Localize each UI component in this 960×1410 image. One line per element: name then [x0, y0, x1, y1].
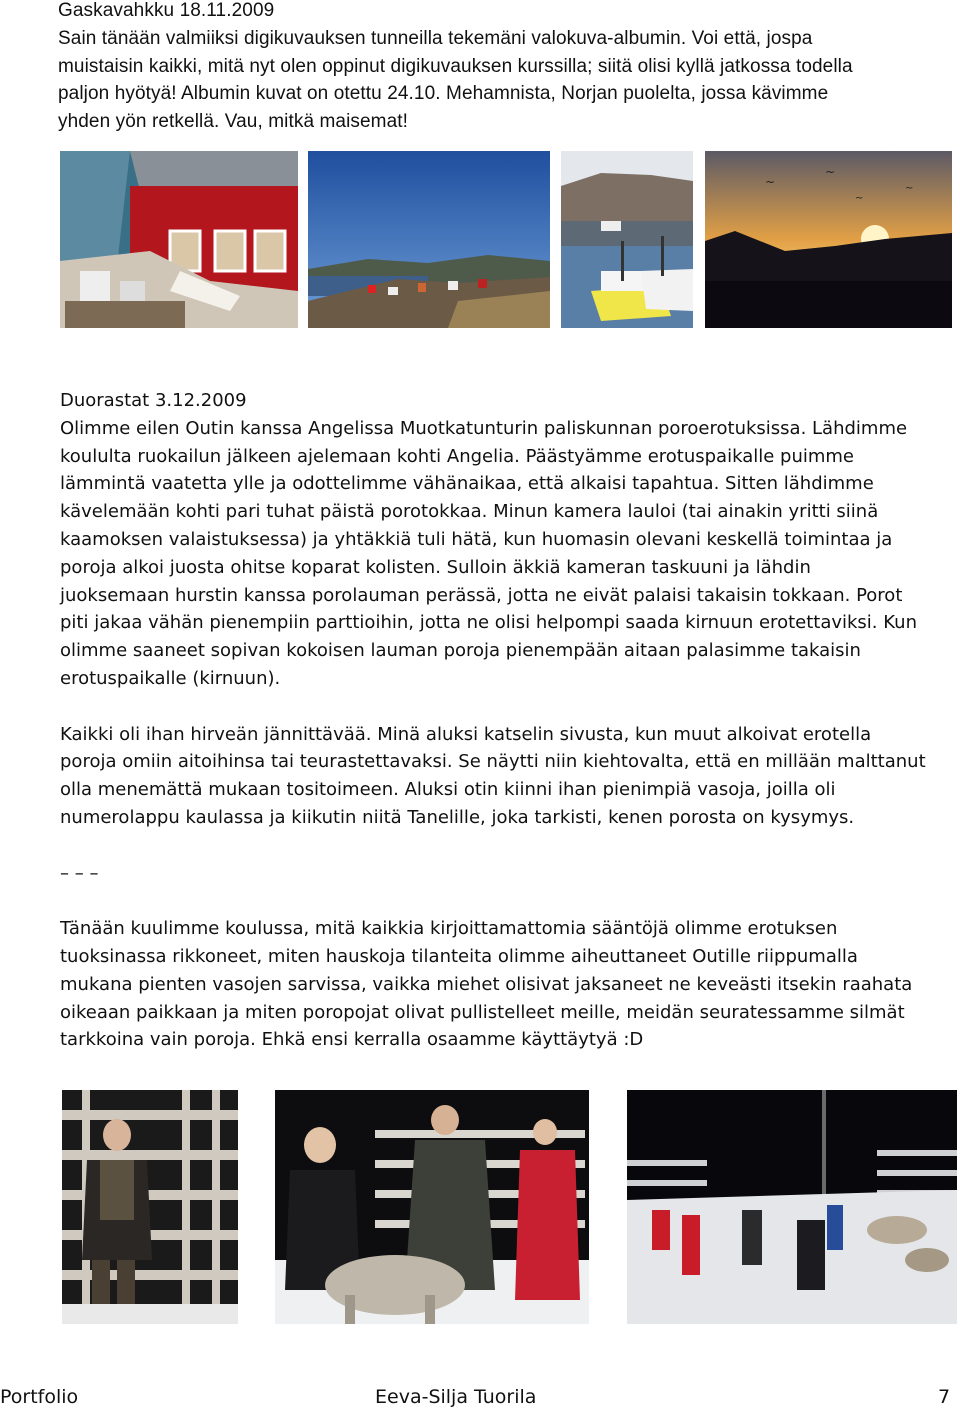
photo-sunset-birds — [705, 151, 952, 328]
text-line: erotuspaikalle (kirnuun). — [60, 667, 281, 689]
text-line: poroja alkoi juosta ohitse koparat kolisten. Sulloin äkkiä kameran taskuuni ja lähdin — [60, 556, 811, 578]
text-line: kaamoksen valaistuksessa) ja yhtäkkiä tuli hätä, kun huomasin olevani keskellä toimintaa ja — [60, 528, 893, 550]
svg-text:~: ~ — [825, 165, 836, 179]
entry-2-paragraph-2 — [60, 721, 956, 832]
text-line: olla menemättä mukaan tositoimeen. Aluksi otin kiinni ihan pienimpiä vasoja, joilla oli — [60, 779, 836, 801]
entry-1-line: muistaisin kaikki, mitä nyt olen oppinut digikuvauksen kurssilla; siitä olisi kyllä jatkossa todella — [58, 55, 853, 77]
photo-woman-at-fence — [62, 1090, 238, 1324]
entry-2-paragraph-3 — [60, 915, 956, 1054]
photo-fishing-boats — [561, 151, 693, 328]
text-line: lämmintä vaatetta ylle ja odottelimme vähänaikaa, että alkaisi tapahtua. Sitten lähdimme — [60, 473, 874, 495]
text-line: mukana pienten vasojen sarvissa, vaikka miehet olisivat jaksaneet ne keveästi itsekin raahata — [60, 973, 913, 995]
photo-reindeer-corral-night — [627, 1090, 957, 1324]
svg-text:~: ~ — [905, 183, 914, 194]
text-line: oikeaan paikkaan ja miten poropojat olivat pullistelleet meille, meidän seuratessamme silmät — [60, 1001, 905, 1023]
photo-harbour-town — [308, 151, 550, 328]
svg-text:~: ~ — [765, 175, 776, 189]
text-line: tuoksinassa rikkoneet, miten hauskoja tilanteita olimme aiheuttaneet Outille riippumalla — [60, 945, 858, 967]
section-separator: – – – — [60, 862, 99, 884]
text-line: piti jakaa vähän pienempiin parttioihin, jotta ne olisi helpompi saada kirnuun erotettaviksi. Kun — [60, 612, 917, 634]
text-line: koululta ruokailun jälkeen ajelemaan kohti Angelia. Päästyämme erotuspaikalle puimme — [60, 445, 854, 467]
footer-left-label: Portfolio — [0, 1386, 79, 1408]
footer-author: Eeva-Silja Tuorila — [375, 1386, 537, 1408]
photo-herders-with-reindeer — [275, 1090, 589, 1324]
text-line: olimme saaneet sopivan kokoisen lauman poroja pienempään aitaan palasimme takaisin — [60, 640, 861, 662]
entry-1-heading: Gaskavahkku 18.11.2009 — [58, 0, 275, 21]
page-number: 7 — [938, 1386, 951, 1408]
text-line: juoksemaan hurstin kanssa porolauman perässä, jotta ne eivät palaisi takaisin tokkaan. Porot — [60, 584, 903, 606]
entry-1 — [58, 0, 954, 136]
text-line: poroja omiin aitoihinsa tai teurastettavaksi. Se näytti niin kiehtovalta, että en millään malttanut — [60, 751, 926, 773]
entry-2-heading: Duorastat 3.12.2009 — [60, 390, 247, 411]
photo-red-boathouse — [60, 151, 298, 328]
text-line: tarkkoina vain poroja. Ehkä ensi kerralla osaamme käyttäytyä :D — [60, 1029, 644, 1051]
svg-text:~: ~ — [855, 193, 864, 204]
entry-1-line: Sain tänään valmiiksi digikuvauksen tunneilla tekemäni valokuva-albumin. Voi että, jospa — [58, 27, 813, 49]
entry-2-paragraph-1 — [60, 415, 956, 693]
text-line: numerolappu kaulassa ja kiikutin niitä Tanelille, joka tarkisti, kenen porosta on kysymys. — [60, 806, 855, 828]
entry-1-line: yhden yön retkellä. Vau, mitkä maisemat! — [58, 111, 409, 133]
text-line: kävelemään kohti pari tuhat päistä porotokkaa. Minun kamera lauloi (tai ainakin yritti siinä — [60, 501, 879, 523]
text-line: Olimme eilen Outin kanssa Angelissa Muotkatunturin paliskunnan poroerotuksissa. Lähdimme — [60, 417, 908, 439]
entry-1-line: paljon hyötyä! Albumin kuvat on otettu 24.10. Mehamnista, Norjan puolelta, jossa kävimme — [58, 83, 829, 105]
text-line: Tänään kuulimme koulussa, mitä kaikkia kirjoittamattomia sääntöjä olimme erotuksen — [60, 918, 838, 940]
entry-2 — [60, 387, 956, 1054]
text-line: Kaikki oli ihan hirveän jännittävää. Minä aluksi katselin sivusta, kun muut alkoivat erotella — [60, 723, 872, 745]
